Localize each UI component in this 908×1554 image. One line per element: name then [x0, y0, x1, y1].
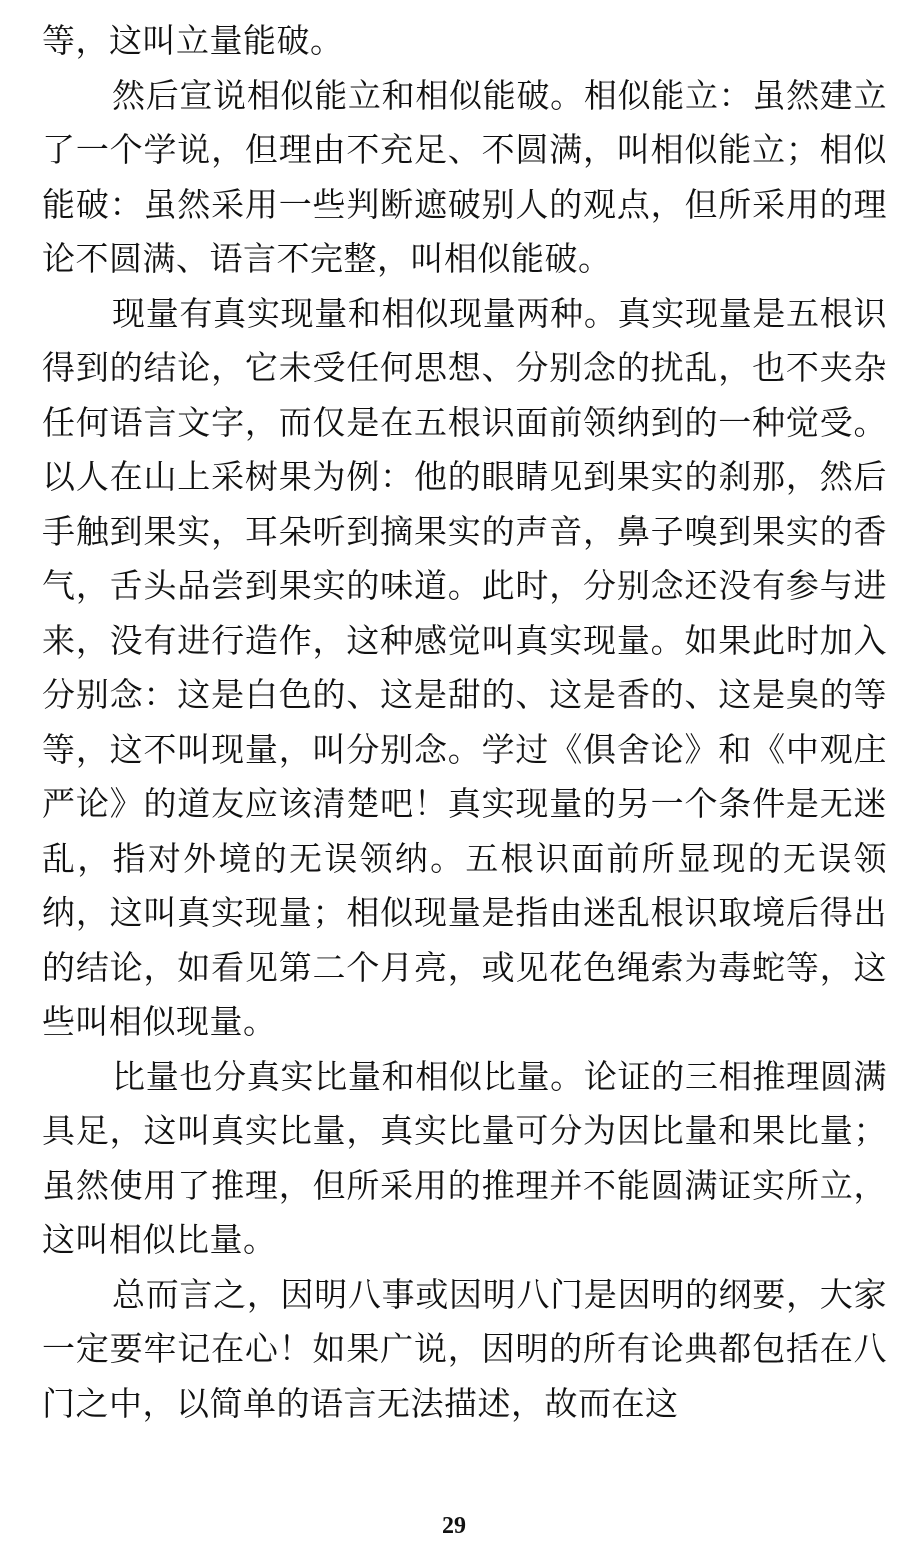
- paragraph-1: 等，这叫立量能破。: [42, 21, 344, 60]
- page-number: 29: [442, 1513, 466, 1539]
- paragraph-5: 总而言之，因明八事或因明八门是因明的纲要，大家一定要牢记在心！如果广说，因明的所有论典都包括在八门之中，以简单的语言无法描述，故而在这: [42, 1274, 887, 1423]
- paragraph-4: 比量也分真实比量和相似比量。论证的三相推理圆满具足，这叫真实比量，真实比量可分为因比量和果比量；虽然使用了推理，但所采用的推理并不能圆满证实所立，这叫相似比量。: [42, 1056, 887, 1259]
- paragraph-3: 现量有真实现量和相似现量两种。真实现量是五根识得到的结论，它未受任何思想、分别念的扰乱，也不夹杂任何语言文字，而仅是在五根识面前领纳到的一种觉受。以人在山上采树果为例：他的眼睛见到果实的刹那，然后手触到果实，耳朵听到摘果实的声音，鼻子嗅到果实的香气，舌头品尝到果实的味道。此时，分别念还没有参与进来，没有进行造作，这种感觉叫真实现量。如果此时加入分别念：这是白色的、这是甜的、这是香的、这是臭的等等，这不叫现量，叫分别念。学过《俱舍论》和《中观庄严论》的道友应该清楚吧！真实现量的另一个条件是无迷乱，指对外境的无误领纳。五根识面前所显现的无误领纳，这叫真实现量；相似现量是指由迷乱根识取境后得出的结论，如看见第二个月亮，或见花色绳索为毒蛇等，这些叫相似现量。: [42, 293, 887, 1041]
- paragraph-2: 然后宣说相似能立和相似能破。相似能立：虽然建立了一个学说，但理由不充足、不圆满，叫相似能立；相似能破：虽然采用一些判断遮破别人的观点，但所采用的理论不圆满、语言不完整，叫相似能破。: [42, 75, 887, 278]
- page-body: [42, 14, 887, 1431]
